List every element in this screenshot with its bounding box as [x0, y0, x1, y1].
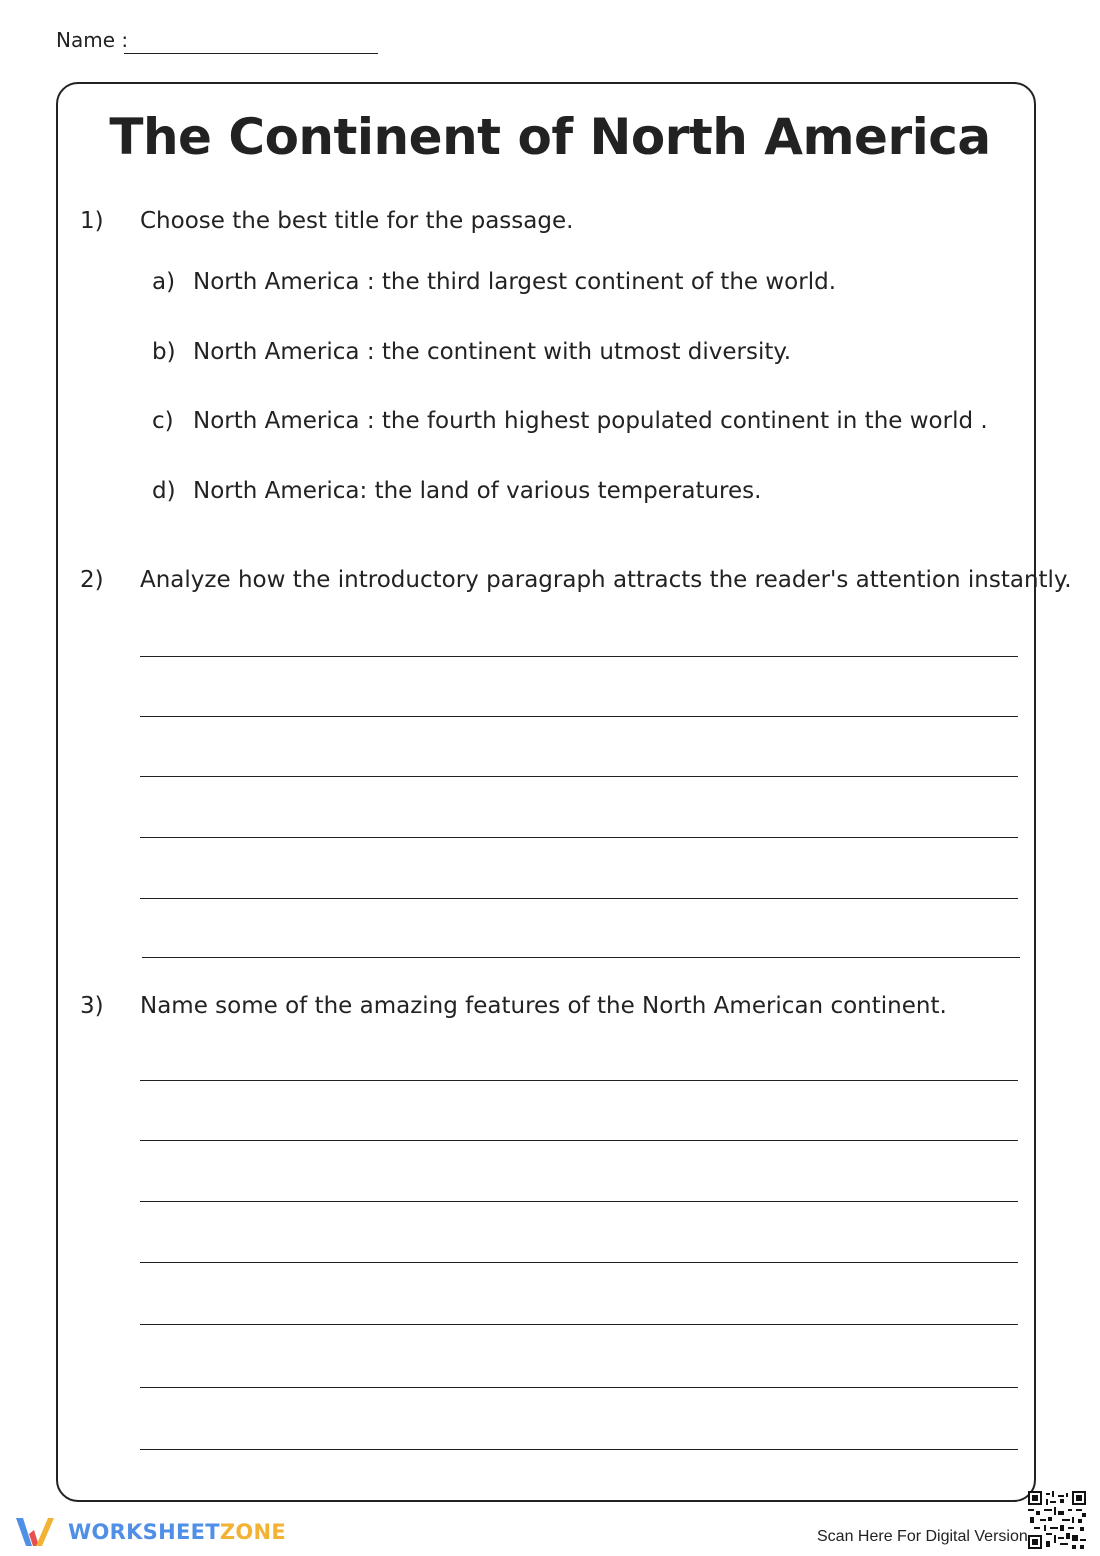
w-logo-icon: [14, 1514, 60, 1550]
worksheetzone-logo[interactable]: [14, 1514, 286, 1550]
answer-line[interactable]: [140, 1080, 1018, 1081]
answer-line[interactable]: [140, 776, 1018, 777]
answer-line[interactable]: [140, 1449, 1018, 1450]
worksheet-frame: [56, 82, 1036, 1502]
question-1-number: 1): [80, 208, 104, 234]
option-c-text[interactable]: North America : the fourth highest populated continent in the world .: [193, 408, 988, 434]
answer-line[interactable]: [140, 837, 1018, 838]
brand-text-zone: ZONE: [219, 1520, 287, 1544]
question-3-number: 3): [80, 993, 104, 1019]
option-d-letter: d): [152, 478, 176, 504]
option-a-letter: a): [152, 269, 176, 295]
answer-line[interactable]: [140, 1140, 1018, 1141]
option-b-letter: b): [152, 339, 176, 365]
option-a-text[interactable]: North America : the third largest continent of the world.: [193, 269, 837, 295]
brand-text-worksheet: WORKSHEET: [68, 1520, 220, 1544]
answer-line[interactable]: [140, 1324, 1018, 1325]
question-2-number: 2): [80, 567, 104, 593]
option-c-letter: c): [152, 408, 174, 434]
answer-line[interactable]: [140, 716, 1018, 717]
answer-line[interactable]: [140, 1201, 1018, 1202]
name-blank-line[interactable]: [124, 53, 378, 54]
qr-code-icon[interactable]: [1028, 1491, 1086, 1549]
answer-line[interactable]: [140, 1262, 1018, 1263]
worksheet-title: The Continent of North America: [109, 108, 991, 166]
answer-line[interactable]: [140, 656, 1018, 657]
answer-line[interactable]: [140, 898, 1018, 899]
question-1-text: Choose the best title for the passage.: [140, 208, 574, 234]
question-3-text: Name some of the amazing features of the North American continent.: [140, 993, 947, 1019]
answer-line[interactable]: [142, 957, 1020, 958]
answer-line[interactable]: [140, 1387, 1018, 1388]
option-b-text[interactable]: North America : the continent with utmost diversity.: [193, 339, 792, 365]
question-2-text: Analyze how the introductory paragraph attracts the reader's attention instantly.: [140, 567, 1072, 593]
scan-caption: Scan Here For Digital Version: [817, 1528, 1028, 1545]
option-d-text[interactable]: North America: the land of various temperatures.: [193, 478, 762, 504]
name-label: Name :: [56, 28, 129, 52]
